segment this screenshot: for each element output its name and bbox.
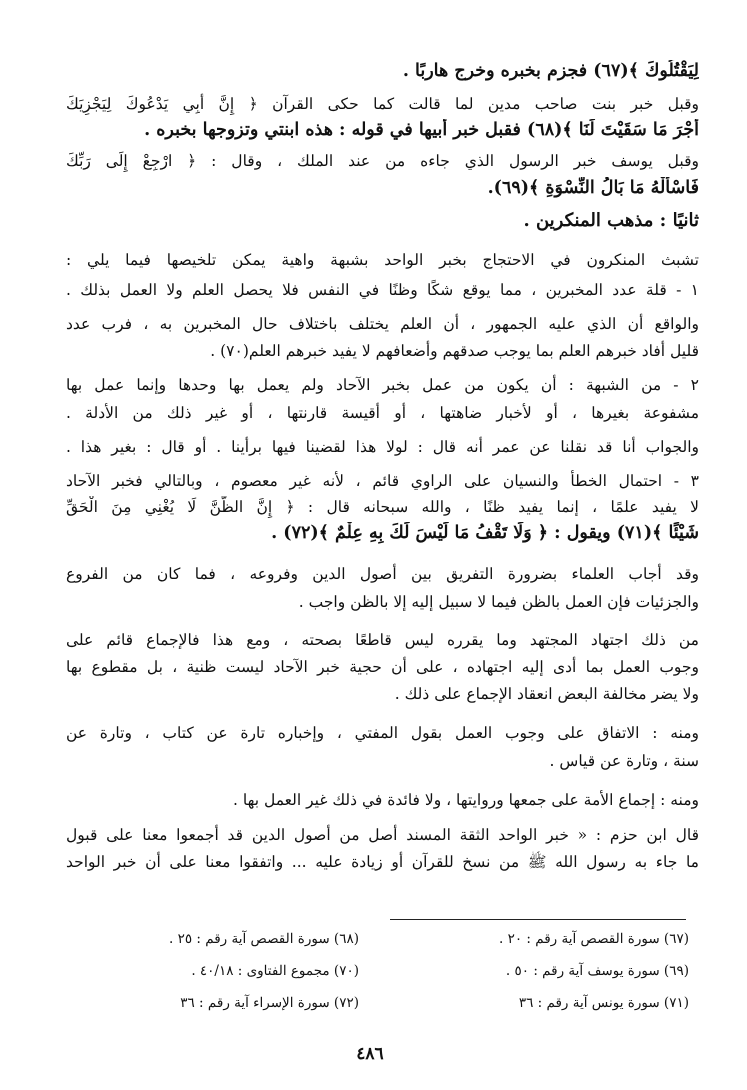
- text-line: والجزئيات فإن العمل بالظن فيما لا سبيل إليه إلا بالظن واجب .: [298, 593, 699, 611]
- text-line: قليل أفاد خبرهم العلم بما يوجب صدقهم وأضعافهم لا يفيد خبرهم العلم(٧٠) .: [210, 342, 699, 360]
- text-line: لِيَقْتُلُوكَ ﴾(٦٧) فجزم بخبره وخرج هاربًا .: [402, 61, 699, 81]
- text-line: وقبل خبر بنت صاحب مدين لما قالت كما حكى القرآن ﴿ إِنَّ أَبِي يَدْعُوكَ لِيَجْزِيَكَ: [66, 95, 699, 113]
- text-line: فَاسْأَلْهُ مَا بَالُ النِّسْوَةِ ﴾(٦٩).: [487, 178, 699, 198]
- footnote-divider: [390, 919, 686, 920]
- text-line: أَجْرَ مَا سَقَيْتَ لَنَا ﴾(٦٨) فقبل خبر أبيها في قوله : هذه ابنتي وتزوجها بخبره .: [144, 120, 699, 140]
- text-line: وقد أجاب العلماء بضرورة التفريق بين أصول الدين وفروعه ، فما كان من الفروع: [66, 565, 699, 583]
- text-line: والجواب أنا قد نقلنا عن عمر أنه قال : لولا هذا لقضينا فيها برأينا . أو قال : بغير هذا .: [66, 438, 699, 456]
- text-line: شَيْئًا ﴾(٧١) ويقول : ﴿ وَلَا تَقْفُ مَا لَيْسَ لَكَ بِهِ عِلْمٌ ﴾(٧٢) .: [271, 523, 699, 543]
- text-line: ١ - قلة عدد المخبرين ، مما يوقع شكًا وظنًا في النفس فلا يحصل العلم ولا العمل بذلك .: [66, 281, 699, 299]
- footnote: (٦٨) سورة القصص آية رقم : ٢٥ .: [169, 931, 359, 947]
- text-line: ما جاء به رسول الله ﷺ من نسخ للقرآن أو زيادة عليه ... واتفقوا معنا على أن خبر الواحد: [66, 853, 699, 871]
- text-line: قال ابن حزم : « خبر الواحد الثقة المسند أصل من أصول الدين قد أجمعوا معنا على قبول: [66, 826, 699, 844]
- text-line: ٢ - من الشبهة : أن يكون من عمل بخبر الآحاد ولم يعمل بها وحدها وإنما عمل بها: [66, 376, 699, 394]
- footnote: (٦٩) سورة يوسف آية رقم : ٥٠ .: [505, 963, 689, 979]
- text-line: مشفوعة بغيرها ، أو لأخبار ضاهتها ، أو أقيسة قارنتها ، أو غير ذلك من الأدلة .: [66, 404, 699, 422]
- page-number: ٤٨٦: [356, 1044, 384, 1064]
- text-line: سنة ، وتارة عن قياس .: [549, 752, 699, 770]
- text-line: ومنه : الاتفاق على وجوب العمل بقول المفتي ، وإخباره تارة عن كتاب ، وتارة عن: [66, 724, 699, 742]
- section-heading: ثانيًا : مذهب المنكرين .: [523, 210, 699, 231]
- footnote: (٧١) سورة يونس آية رقم : ٣٦: [518, 995, 689, 1011]
- text-line: ولا يضر مخالفة البعض انعقاد الإجماع على ذلك .: [394, 685, 699, 703]
- text-line: وجوب العمل بما أدى إليه اجتهاده ، على أن حجية خبر الآحاد ليست ظنية ، بل مقطوع بها: [66, 658, 699, 676]
- text-line: وقبل يوسف خبر الرسول الذي جاءه من عند الملك ، وقال : ﴿ ارْجِعْ إِلَى رَبِّكَ: [66, 152, 699, 170]
- text-line: ومنه : إجماع الأمة على جمعها وروايتها ، ولا فائدة في ذلك غير العمل بها .: [233, 791, 699, 809]
- text-line: لا يفيد علمًا ، إنما يفيد ظنًا ، والله سبحانه قال : ﴿ إِنَّ الظَّنَّ لَا يُغْنِي مِنَ الْحَقِّ: [66, 498, 699, 516]
- footnote: (٧٢) سورة الإسراء آية رقم : ٣٦: [180, 995, 359, 1011]
- text-line: من ذلك اجتهاد المجتهد وما يقرره ليس قاطعًا بصحته ، ومع هذا فالإجماع قائم على: [66, 631, 699, 649]
- footnote: (٧٠) مجموع الفتاوى : ٤٠/١٨ .: [191, 963, 359, 979]
- footnote: (٦٧) سورة القصص آية رقم : ٢٠ .: [499, 931, 689, 947]
- text-line: ٣ - احتمال الخطأ والنسيان على الراوي قائم ، لأنه غير معصوم ، وبالتالي فخبر الآحاد: [66, 472, 699, 490]
- text-line: والواقع أن الذي عليه الجمهور ، أن العلم يختلف باختلاف حال المخبرين به ، فرب عدد: [66, 315, 699, 333]
- text-line: تشبث المنكرون في الاحتجاج بخبر الواحد بشبهة واهية يمكن تلخيصها فيما يلي :: [66, 251, 699, 269]
